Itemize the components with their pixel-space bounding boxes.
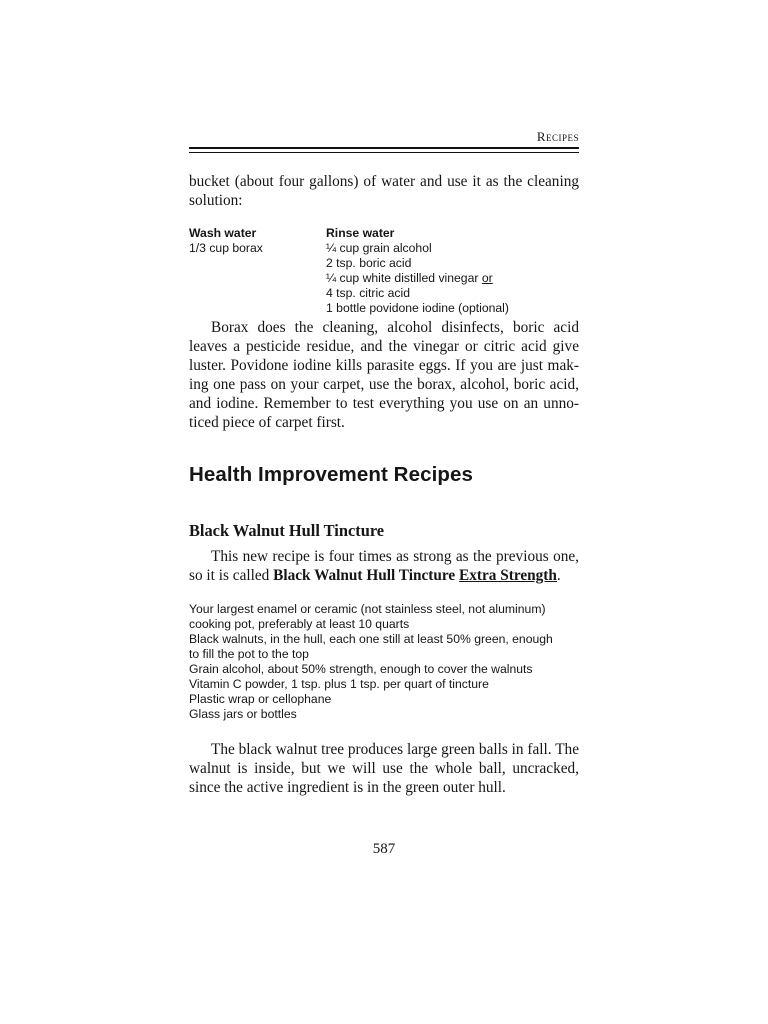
- header-rule: [189, 147, 579, 153]
- rinse-item: ¼ cup grain alcohol: [326, 241, 432, 255]
- rinse-item: 1 bottle povidone iodine (optional): [326, 301, 509, 315]
- list-item: Grain alcohol, about 50% strength, enough to cover the walnuts: [189, 662, 533, 676]
- borax-paragraph: Borax does the cleaning, alcohol disinfects, boric acid leaves a pesticide residue, and the vinegar or citric acid give luster. Povidone iodine kills parasite eggs. If you are just mak-ing one pass on your carpet, use the borax, alcohol, boric acid, and iodine. Remember to test everything you use on an unno-ticed piece of carpet first.: [189, 319, 579, 431]
- section-title: Health Improvement Recipes: [189, 463, 473, 486]
- page-number: 587: [372, 841, 396, 857]
- list-item: cooking pot, preferably at least 10 quarts: [189, 617, 410, 631]
- walnut-tree-paragraph: The black walnut tree produces large green balls in fall. The walnut is inside, but we will use the whole ball, uncracked, since the active ingredient is in the green outer hull.: [189, 741, 579, 796]
- rinse-item: 2 tsp. boric acid: [326, 256, 412, 270]
- subsection-title: Black Walnut Hull Tincture: [189, 521, 385, 540]
- tincture-name: Black Walnut Hull Tincture: [273, 567, 456, 584]
- table-row: [189, 256, 579, 271]
- table-row: [189, 286, 579, 301]
- table-row: [189, 301, 579, 316]
- extra-strength-label: Extra Strength: [459, 567, 557, 584]
- intro-paragraph: bucket (about four gallons) of water and use it as the cleaning solution:: [189, 173, 579, 209]
- list-item: Your largest enamel or ceramic (not stainless steel, not aluminum): [189, 602, 546, 616]
- table-row: [189, 241, 579, 256]
- list-item: Plastic wrap or cellophane: [189, 692, 332, 706]
- wash-rinse-table: [189, 226, 579, 316]
- rinse-item: 4 tsp. citric acid: [326, 286, 410, 300]
- new-recipe-paragraph: This new recipe is four times as strong as the previous one, so it is called Black Walnut Hull Tincture Extra Strength.: [189, 548, 579, 584]
- ingredients-list: [189, 602, 579, 722]
- list-item: Vitamin C powder, 1 tsp. plus 1 tsp. per quart of tincture: [189, 677, 489, 691]
- wash-water-header: Wash water: [189, 226, 257, 240]
- rinse-water-header: Rinse water: [326, 226, 395, 240]
- table-row: [189, 271, 579, 286]
- list-item: Glass jars or bottles: [189, 707, 297, 721]
- running-head: Recipes: [536, 129, 579, 144]
- rinse-item: ¼ cup white distilled vinegar or: [326, 271, 493, 285]
- wash-item: 1/3 cup borax: [189, 241, 263, 255]
- list-item: to fill the pot to the top: [189, 647, 309, 661]
- or-word: or: [481, 271, 493, 285]
- list-item: Black walnuts, in the hull, each one still at least 50% green, enough: [189, 632, 553, 646]
- table-header-row: [189, 226, 579, 241]
